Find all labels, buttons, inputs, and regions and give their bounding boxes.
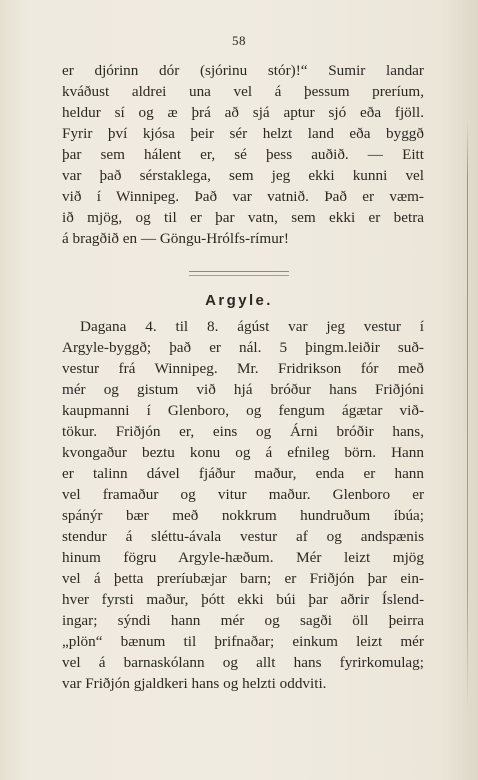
page-edge-shadow	[467, 120, 468, 710]
text-line: vel á þetta preríubæjar barn; er Friðjón þar ein-	[62, 570, 424, 587]
text-line: tökur. Friðjón er, eins og Árni bróðir hans,	[62, 423, 424, 440]
text-line: ingar; sýndi hann mér og sagði öll þeirra	[62, 612, 424, 629]
section-heading: Argyle.	[205, 292, 273, 309]
page-number: 58	[232, 33, 246, 48]
text-line: er djórinn dór (sjórinu stór)!“ Sumir landar	[62, 62, 424, 79]
text-line: þar sem hálent er, sé þess auðið. — Eitt	[62, 146, 424, 163]
text-line: Dagana 4. til 8. ágúst var jeg vestur í	[80, 318, 424, 335]
text-line: var það sérstaklega, sem jeg ekki kunni vel	[62, 167, 424, 184]
section-divider	[189, 271, 289, 276]
text-line: við í Winnipeg. Það var vatnið. Það er væm-	[62, 188, 424, 205]
text-line: Argyle-byggð; það er nál. 5 þingm.leiðir suð-	[62, 339, 424, 356]
text-line: kváðust aldrei una vel á þessum preríum,	[62, 83, 424, 100]
text-line: er talinn dável fjáður maður, enda er hann	[62, 465, 424, 482]
paragraph-intro	[62, 60, 424, 249]
text-line: spánýr bær með nokkrum hundruðum íbúa;	[62, 507, 424, 524]
text-line: „plön“ bænum til þrifnaðar; einkum leizt mér	[62, 633, 424, 650]
text-line: vel á barnaskólann og allt hans fyrirkomulag;	[62, 654, 424, 671]
text-line: á bragðið en — Göngu-Hrólfs-rímur!	[62, 230, 289, 247]
text-line: ið mjög, og til er þar vatn, sem ekki er betra	[62, 209, 424, 226]
text-line: hinum fögru Argyle-hæðum. Mér leizt mjög	[62, 549, 424, 566]
text-line: kaupmanni í Glenboro, og fengum ágætar við-	[62, 402, 424, 419]
text-line: heldur sí og æ þrá að sjá aptur sjó eða fjöll.	[62, 104, 424, 121]
text-line: vel framaður og vitur maður. Glenboro er	[62, 486, 424, 503]
text-line: var Friðjón gjaldkeri hans og helzti oddviti.	[62, 675, 327, 692]
text-line: kvongaður beztu konu og á efnileg börn. Hann	[62, 444, 424, 461]
text-line: mér og gistum við hjá bróður hans Friðjóni	[62, 381, 424, 398]
text-line: stendur á sléttu-ávala vestur af og andspænis	[62, 528, 424, 545]
text-line: Fyrir því kjósa þeir sér helzt land eða byggð	[62, 125, 424, 142]
paragraph-argyle	[62, 316, 424, 694]
text-line: vestur frá Winnipeg. Mr. Fridrikson fór með	[62, 360, 424, 377]
text-line: hver fyrsti maður, þótt ekki búi þar aðrir Íslend-	[62, 591, 424, 608]
